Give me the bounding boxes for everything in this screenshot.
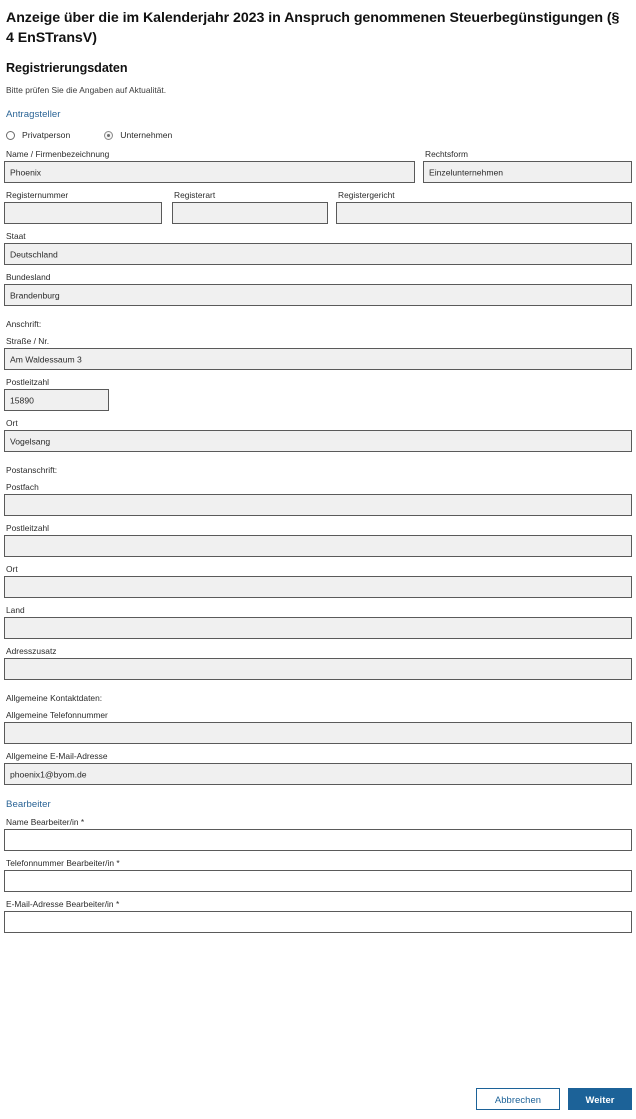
form-footer-actions xyxy=(476,1088,632,1110)
input-editor-phone[interactable] xyxy=(4,870,632,892)
field-general-phone xyxy=(4,710,632,744)
input-general-email[interactable] xyxy=(4,763,632,785)
label-city: Ort xyxy=(6,418,18,429)
label-postal-code: Postleitzahl xyxy=(6,377,50,388)
column-spacer xyxy=(415,149,423,183)
next-button[interactable]: Weiter xyxy=(568,1088,632,1110)
label-editor-email: E-Mail-Adresse Bearbeiter/in * xyxy=(6,899,120,910)
field-editor-phone xyxy=(4,858,632,892)
field-general-email xyxy=(4,751,632,785)
input-legal-form[interactable] xyxy=(423,161,632,183)
value-general-email: phoenix1@byom.de xyxy=(10,769,87,780)
input-postal-code[interactable] xyxy=(4,389,109,411)
block-heading-postal-address: Postanschrift: xyxy=(6,465,58,476)
field-po-box xyxy=(4,482,632,516)
section-title: Registrierungsdaten xyxy=(6,61,128,76)
field-postal-address-postal-code xyxy=(4,523,632,557)
field-editor-email xyxy=(4,899,632,933)
input-postal-address-city[interactable] xyxy=(4,576,632,598)
value-company-name: Phoenix xyxy=(10,167,42,178)
value-state: Deutschland xyxy=(10,249,58,260)
value-legal-form: Einzelunternehmen xyxy=(429,167,504,178)
input-street[interactable] xyxy=(4,348,632,370)
field-street xyxy=(4,336,632,370)
input-city[interactable] xyxy=(4,430,632,452)
input-register-court[interactable] xyxy=(336,202,632,224)
input-general-phone[interactable] xyxy=(4,722,632,744)
radio-circle-icon xyxy=(6,131,15,140)
input-register-type[interactable] xyxy=(172,202,328,224)
column-spacer xyxy=(162,190,172,224)
input-company-name[interactable] xyxy=(4,161,415,183)
input-po-box[interactable] xyxy=(4,494,632,516)
input-state[interactable] xyxy=(4,243,632,265)
field-city xyxy=(4,418,632,452)
field-country xyxy=(4,605,632,639)
input-address-supplement[interactable] xyxy=(4,658,632,680)
radio-label-unternehmen: Unternehmen xyxy=(120,130,173,141)
radio-circle-selected-icon xyxy=(104,131,113,140)
field-legal-form xyxy=(423,149,632,183)
field-register-number xyxy=(4,190,162,224)
label-postal-address-city: Ort xyxy=(6,564,18,575)
register-row xyxy=(4,190,632,224)
radio-privatperson[interactable] xyxy=(6,130,70,140)
field-postal-code xyxy=(4,377,632,411)
input-register-number[interactable] xyxy=(4,202,162,224)
field-register-court xyxy=(336,190,632,224)
label-address-supplement: Adresszusatz xyxy=(6,646,57,657)
input-postal-address-postal-code[interactable] xyxy=(4,535,632,557)
input-editor-email[interactable] xyxy=(4,911,632,933)
label-general-phone: Allgemeine Telefonnummer xyxy=(6,710,108,721)
value-city: Vogelsang xyxy=(10,436,51,447)
field-postal-address-city xyxy=(4,564,632,598)
cancel-button[interactable]: Abbrechen xyxy=(476,1088,560,1110)
label-register-court: Registergericht xyxy=(338,190,395,201)
value-postal-code: 15890 xyxy=(10,395,34,406)
input-federal-state[interactable] xyxy=(4,284,632,306)
label-legal-form: Rechtsform xyxy=(425,149,469,160)
group-heading-applicant: Antragsteller xyxy=(6,109,61,121)
name-legalform-row xyxy=(4,149,632,183)
column-spacer xyxy=(328,190,336,224)
radio-label-privatperson: Privatperson xyxy=(22,130,71,141)
label-postal-address-postal-code: Postleitzahl xyxy=(6,523,50,534)
value-street: Am Waldessaum 3 xyxy=(10,354,82,365)
label-register-number: Registernummer xyxy=(6,190,69,201)
applicant-type-radio-group xyxy=(6,128,632,142)
block-heading-general-contact: Allgemeine Kontaktdaten: xyxy=(6,693,103,704)
field-editor-name xyxy=(4,817,632,851)
label-street: Straße / Nr. xyxy=(6,336,50,347)
input-editor-name[interactable] xyxy=(4,829,632,851)
field-state xyxy=(4,231,632,265)
hint-text: Bitte prüfen Sie die Angaben auf Aktualität. xyxy=(6,85,167,96)
field-federal-state xyxy=(4,272,632,306)
input-country[interactable] xyxy=(4,617,632,639)
label-po-box: Postfach xyxy=(6,482,39,493)
label-editor-name: Name Bearbeiter/in * xyxy=(6,817,85,828)
label-state: Staat xyxy=(6,231,26,242)
value-federal-state: Brandenburg xyxy=(10,290,60,301)
field-address-supplement xyxy=(4,646,632,680)
block-heading-address: Anschrift: xyxy=(6,319,42,330)
label-company-name: Name / Firmenbezeichnung xyxy=(6,149,110,160)
label-general-email: Allgemeine E-Mail-Adresse xyxy=(6,751,108,762)
label-federal-state: Bundesland xyxy=(6,272,51,283)
field-company-name xyxy=(4,149,415,183)
label-editor-phone: Telefonnummer Bearbeiter/in * xyxy=(6,858,120,869)
radio-unternehmen[interactable] xyxy=(104,130,172,140)
group-heading-editor: Bearbeiter xyxy=(6,799,51,811)
label-register-type: Registerart xyxy=(174,190,216,201)
page-title: Anzeige über die im Kalenderjahr 2023 in Anspruch genommenen Steuerbegünstigungen (§ 4 EnSTransV) xyxy=(6,10,620,47)
label-country: Land xyxy=(6,605,25,616)
field-register-type xyxy=(172,190,328,224)
